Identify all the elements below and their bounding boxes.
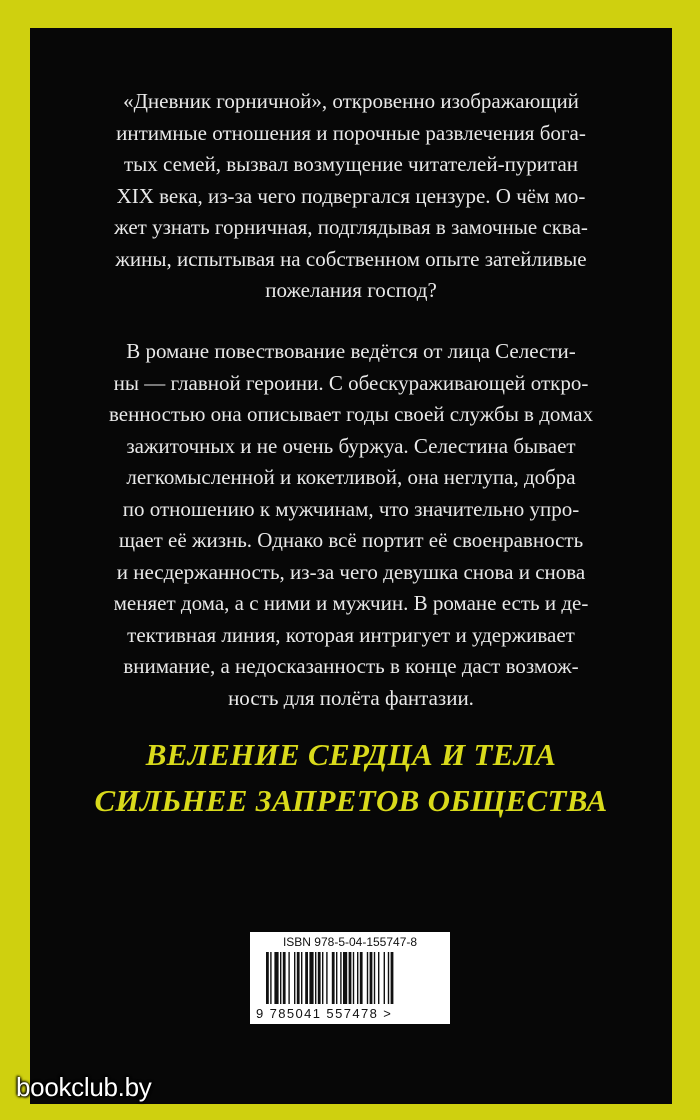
barcode-bar <box>349 952 352 1004</box>
barcode-bar <box>305 952 308 1004</box>
barcode-bar <box>315 952 316 1004</box>
text-line: интимные отношения и порочные развлечения бога- <box>116 120 586 145</box>
barcode-bar <box>391 952 394 1004</box>
barcode-bar <box>360 952 363 1004</box>
barcode-bar <box>326 952 327 1004</box>
barcode-bar <box>384 952 385 1004</box>
text-line: тективная линия, которая интригует и удерживает <box>127 622 575 647</box>
tagline <box>30 732 672 824</box>
description-paragraph-1 <box>74 86 628 307</box>
barcode-icon <box>266 952 436 1004</box>
tagline-line-2: СИЛЬНЕЕ ЗАПРЕТОВ ОБЩЕСТВА <box>94 783 608 818</box>
text-line: ны — главной героини. С обескураживающей откро- <box>113 370 589 395</box>
barcode-bar <box>322 952 323 1004</box>
text-line: и несдержанность, из-за чего девушка снова и снова <box>116 559 586 584</box>
text-line: «Дневник горничной», откровенно изображающий <box>123 89 579 113</box>
text-line: легкомысленной и кокетливой, она неглупа, добра <box>126 465 576 489</box>
text-line: ность для полёта фантазии. <box>228 685 474 710</box>
barcode-bar <box>283 952 286 1004</box>
text-line: пожелания господ? <box>265 278 437 302</box>
text-line: жины, испытывая на собственном опыте затейливые <box>115 246 587 271</box>
barcode-bar <box>357 952 358 1004</box>
text-line: жет узнать горничная, подглядывая в замочные сква- <box>114 215 588 239</box>
site-watermark: bookclub.by <box>16 1072 152 1102</box>
barcode-bar <box>353 952 354 1004</box>
barcode-bar <box>297 952 300 1004</box>
text-line: XIX века, из-за чего подвергался цензуре. О чём мо- <box>116 183 586 208</box>
back-cover-panel <box>30 28 672 1104</box>
text-line: внимание, а недосказанность в конце даст возмож- <box>123 654 579 678</box>
barcode-bar <box>294 952 295 1004</box>
isbn-label: ISBN 978-5-04-155747-8 <box>282 935 418 949</box>
barcode-bar <box>332 952 335 1004</box>
barcode-bar <box>378 952 379 1004</box>
barcode-bar <box>340 952 341 1004</box>
barcode-bar <box>274 952 278 1004</box>
barcode-bar <box>309 952 313 1004</box>
barcode-bar <box>343 952 347 1004</box>
text-line: по отношению к мужчинам, что значительно упро- <box>122 496 580 521</box>
tagline-line-1: ВЕЛЕНИЕ СЕРДЦА И ТЕЛА <box>145 737 557 772</box>
barcode-bar <box>367 952 368 1004</box>
description-paragraph-2 <box>74 336 628 714</box>
barcode-bar <box>266 952 269 1004</box>
barcode-bar <box>388 952 389 1004</box>
barcode-bar <box>288 952 289 1004</box>
barcode-bar <box>336 952 337 1004</box>
text-line: щает её жизнь. Однако всё портит её своенравность <box>118 528 584 552</box>
isbn-barcode <box>250 932 450 1024</box>
barcode-bar <box>374 952 375 1004</box>
isbn-digits: 9 785041 557478 > <box>256 1006 393 1021</box>
barcode-bar <box>280 952 281 1004</box>
text-line: зажиточных и не очень буржуа. Селестина бывает <box>126 433 576 458</box>
text-line: тых семей, вызвал возмущение читателей-пуритан <box>123 152 579 176</box>
barcode-bar <box>318 952 321 1004</box>
text-line: меняет дома, а с ними и мужчин. В романе есть и де- <box>113 591 589 615</box>
text-line: В романе повествование ведётся от лица Селести- <box>126 339 576 363</box>
barcode-bar <box>301 952 302 1004</box>
barcode-bar <box>370 952 373 1004</box>
text-line: венностью она описывает годы своей службы в домах <box>109 402 593 426</box>
barcode-bar <box>270 952 271 1004</box>
